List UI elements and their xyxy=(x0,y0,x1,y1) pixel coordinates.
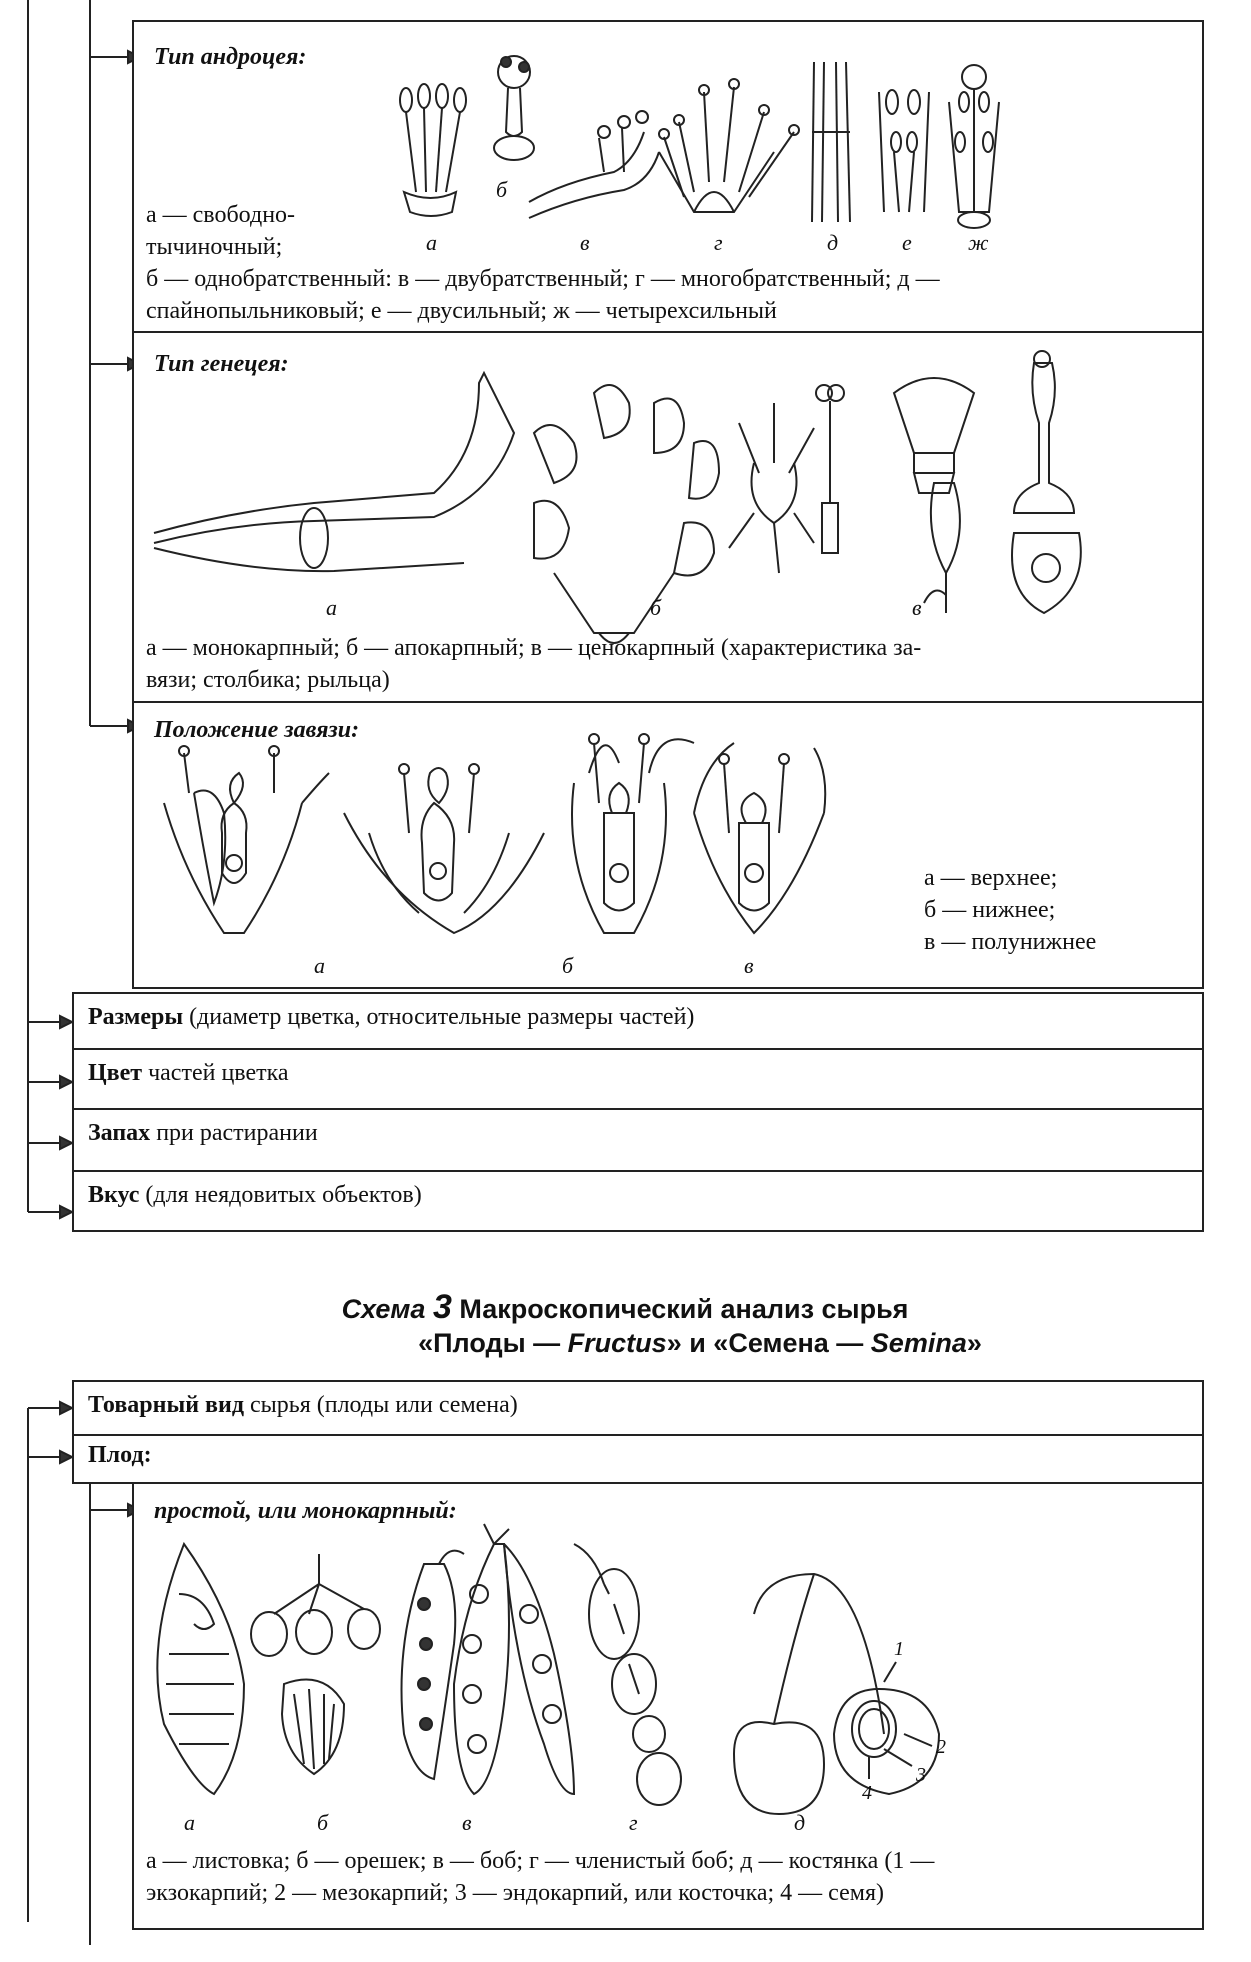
row-smell-bold: Запах xyxy=(88,1120,151,1146)
fruit-title: простой, или монокарпный: xyxy=(154,1498,457,1524)
ovary-superior-icon xyxy=(164,746,329,933)
fruit-letter-v: в xyxy=(462,1810,472,1835)
ovary-legend-b: б — нижнее; xyxy=(924,897,1056,923)
stamens-tetradynamous-icon xyxy=(949,65,999,228)
drupe-icon xyxy=(734,1574,939,1814)
androecium-letter-e: е xyxy=(902,230,912,255)
row-commodity-bold: Товарный вид xyxy=(88,1392,244,1418)
ovary-legend-a: а — верхнее; xyxy=(924,865,1058,891)
ovary-letter-a: а xyxy=(314,953,325,978)
ovary-superior-open-icon xyxy=(344,764,544,933)
row-smell-text: при растирании xyxy=(150,1120,318,1146)
scheme-title xyxy=(200,1290,1050,1360)
scheme-title-line1 xyxy=(200,1290,1050,1326)
row-commodity-text: сырья (плоды или семена) xyxy=(243,1392,518,1418)
fruit-letter-d: д xyxy=(794,1810,806,1835)
ovary-semi-inferior-icon xyxy=(694,743,825,933)
androecium-caption-a1: а — свободно- xyxy=(146,202,296,228)
gynoecium-caption-line2: вязи; столбика; рыльца) xyxy=(146,667,390,693)
fruit-letter-a: а xyxy=(184,1810,195,1835)
apocarpous-gynoecium-icon xyxy=(534,385,719,643)
ovary-position-panel xyxy=(132,701,1204,989)
androecium-letter-g: г xyxy=(714,230,723,255)
row-color xyxy=(72,1048,1204,1110)
scheme-title2-c: » и «Семена — xyxy=(666,1328,871,1358)
ovary-letter-v: в xyxy=(744,953,754,978)
androecium-caption-line2: б — однобратственный: в — двубратственный; г — многобратственный; д — xyxy=(146,266,940,292)
scheme-title2-fructus: Fructus xyxy=(567,1328,667,1358)
androecium-letter-b: б xyxy=(496,177,508,202)
row-taste xyxy=(72,1170,1204,1232)
row-fruit xyxy=(72,1434,1204,1484)
ovary-legend-c: в — полунижнее xyxy=(924,929,1097,955)
scheme-prefix: Схема xyxy=(341,1294,426,1324)
drupe-number-2: 2 xyxy=(936,1736,946,1758)
drupe-number-1: 1 xyxy=(894,1638,904,1660)
fruit-caption-line2: экзокарпий; 2 — мезокарпий; 3 — эндокарпий, или косточка; 4 — семя) xyxy=(146,1880,884,1906)
ovary-inferior-icon xyxy=(444,734,694,933)
stamens-polyadelphous-icon xyxy=(659,79,799,212)
androecium-letter-v: в xyxy=(580,230,590,255)
androecium-panel xyxy=(132,20,1204,333)
legume-icon xyxy=(402,1524,575,1794)
scheme-title-line2 xyxy=(200,1326,1050,1360)
fruit-letter-b: б xyxy=(317,1810,329,1835)
gynoecium-title: Тип генецея: xyxy=(154,351,289,377)
scheme-title2-e: » xyxy=(966,1328,982,1358)
androecium-letter-a: а xyxy=(426,230,437,255)
flower-bud-icon xyxy=(729,403,814,573)
scheme-title2-semina: Semina xyxy=(870,1328,967,1358)
gynoecium-letter-a: а xyxy=(326,595,337,620)
drupe-number-3: 3 xyxy=(916,1764,926,1786)
scheme-title2-a: «Плоды — xyxy=(418,1328,568,1358)
row-smell xyxy=(72,1108,1204,1172)
monocarpous-pistil-icon xyxy=(154,373,514,571)
gynoecium-letter-v: в xyxy=(912,595,922,620)
ovary-letter-b: б xyxy=(562,953,574,978)
androecium-title: Тип андроцея: xyxy=(154,44,307,70)
fruit-letter-g: г xyxy=(629,1810,638,1835)
stamens-syngenesious-icon xyxy=(812,62,850,222)
stamens-diadelphous-icon xyxy=(529,111,659,218)
androecium-caption-a2: тычиночный; xyxy=(146,234,283,260)
row-taste-bold: Вкус xyxy=(88,1182,140,1208)
stamens-didynamous-icon xyxy=(879,90,929,212)
ovary-title: Положение завязи: xyxy=(154,717,360,743)
androecium-caption-line3: спайнопыльниковый; е — двусильный; ж — четырехсильный xyxy=(146,298,777,324)
lomentum-icon xyxy=(574,1544,681,1805)
androecium-letter-zh: ж xyxy=(968,230,989,255)
androecium-letter-d: д xyxy=(827,230,839,255)
gynoecium-caption-line1: а — монокарпный; б — апокарпный; в — ценокарпный (характеристика за- xyxy=(146,635,922,661)
syncarpous-pistil-icon xyxy=(816,351,1081,613)
stamens-free-icon xyxy=(400,84,466,216)
row-color-bold: Цвет xyxy=(88,1060,143,1086)
fruit-simple-panel xyxy=(132,1482,1204,1930)
fruit-caption-line1: а — листовка; б — орешек; в — боб; г — членистый боб; д — костянка (1 — xyxy=(146,1848,935,1874)
row-taste-text: (для неядовитых объектов) xyxy=(139,1182,422,1208)
drupe-number-4: 4 xyxy=(862,1782,872,1804)
scheme-number: 3 xyxy=(432,1288,452,1326)
row-commodity-view xyxy=(72,1380,1204,1436)
nutlet-icon xyxy=(251,1554,380,1774)
row-size-bold: Размеры xyxy=(88,1004,184,1030)
gynoecium-panel xyxy=(132,331,1204,703)
stamens-monadelphous-icon xyxy=(494,56,534,160)
scheme-title1: Макроскопический анализ сырья xyxy=(459,1294,909,1324)
row-size xyxy=(72,992,1204,1050)
row-size-text: (диаметр цветка, относительные размеры частей) xyxy=(183,1004,695,1030)
gynoecium-letter-b: б xyxy=(650,595,662,620)
follicle-icon xyxy=(157,1544,244,1794)
row-color-text: частей цветка xyxy=(142,1060,289,1086)
row-fruit-bold: Плод: xyxy=(88,1442,152,1468)
